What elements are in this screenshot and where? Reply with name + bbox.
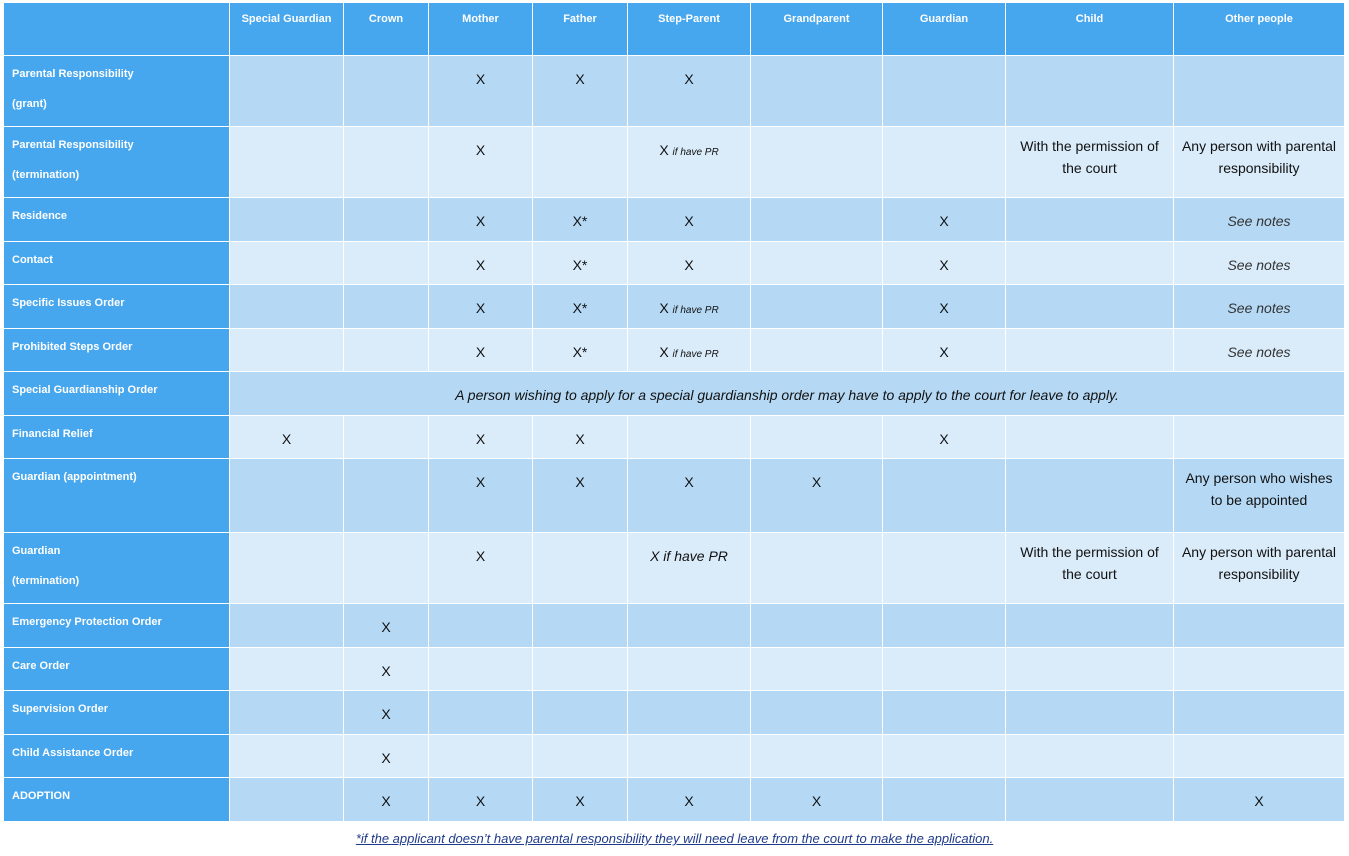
applicant-eligibility-table bbox=[4, 3, 1345, 822]
cell: X bbox=[429, 56, 533, 127]
cell bbox=[230, 56, 344, 127]
cell: X bbox=[628, 459, 751, 533]
cell bbox=[1006, 648, 1174, 691]
table-row bbox=[4, 778, 1345, 822]
cell: X bbox=[628, 778, 751, 822]
cell: Any person with parental responsibility bbox=[1174, 533, 1345, 604]
cell bbox=[429, 604, 533, 648]
cell: X bbox=[344, 691, 429, 735]
col-header-guardian: Guardian bbox=[883, 3, 1006, 56]
cell bbox=[344, 459, 429, 533]
cell: See notes bbox=[1174, 329, 1345, 372]
row-label: Supervision Order bbox=[4, 691, 230, 735]
cell: X bbox=[429, 242, 533, 285]
cell: X* bbox=[533, 198, 628, 242]
cell bbox=[883, 691, 1006, 735]
row-label: Residence bbox=[4, 198, 230, 242]
cell bbox=[751, 648, 883, 691]
cell bbox=[344, 242, 429, 285]
cell bbox=[230, 329, 344, 372]
cell bbox=[883, 459, 1006, 533]
cell: X bbox=[429, 127, 533, 198]
cell bbox=[230, 127, 344, 198]
cell bbox=[230, 604, 344, 648]
cell: Any person who wishes to be appointed bbox=[1174, 459, 1345, 533]
cell: X bbox=[344, 778, 429, 822]
cell bbox=[1174, 56, 1345, 127]
col-header-step-parent: Step-Parent bbox=[628, 3, 751, 56]
table-row bbox=[4, 285, 1345, 329]
table-row bbox=[4, 604, 1345, 648]
cell bbox=[883, 735, 1006, 778]
cell bbox=[751, 329, 883, 372]
cell bbox=[429, 735, 533, 778]
cell: Any person with parental responsibility bbox=[1174, 127, 1345, 198]
cell: X if have PR bbox=[628, 533, 751, 604]
cell bbox=[751, 127, 883, 198]
cell: X* bbox=[533, 242, 628, 285]
table-row bbox=[4, 459, 1345, 533]
table-row bbox=[4, 735, 1345, 778]
cell bbox=[230, 691, 344, 735]
cell bbox=[230, 735, 344, 778]
row-label: Prohibited Steps Order bbox=[4, 329, 230, 372]
cell: X* bbox=[533, 285, 628, 329]
cell bbox=[883, 778, 1006, 822]
cell bbox=[883, 56, 1006, 127]
cell bbox=[628, 604, 751, 648]
cell bbox=[429, 691, 533, 735]
cell: X bbox=[344, 604, 429, 648]
cell: X bbox=[628, 56, 751, 127]
cell bbox=[230, 459, 344, 533]
cell bbox=[344, 198, 429, 242]
cell bbox=[1174, 735, 1345, 778]
cell bbox=[628, 735, 751, 778]
condition-note: if have PR bbox=[672, 147, 719, 158]
cell bbox=[1006, 242, 1174, 285]
cell bbox=[230, 285, 344, 329]
row-label: Contact bbox=[4, 242, 230, 285]
row-label: Parental Responsibility (termination) bbox=[4, 127, 230, 198]
cell: X bbox=[883, 329, 1006, 372]
cell bbox=[533, 127, 628, 198]
table-row bbox=[4, 372, 1345, 416]
cell bbox=[1174, 604, 1345, 648]
row-label: Guardian (termination) bbox=[4, 533, 230, 604]
cell bbox=[230, 533, 344, 604]
cell bbox=[230, 648, 344, 691]
cell: X bbox=[429, 533, 533, 604]
cell: X if have PR bbox=[628, 127, 751, 198]
cell: With the permission of the court bbox=[1006, 533, 1174, 604]
cell bbox=[883, 127, 1006, 198]
cell bbox=[1006, 778, 1174, 822]
cell bbox=[344, 329, 429, 372]
cell: X bbox=[429, 459, 533, 533]
cell bbox=[230, 198, 344, 242]
footnote-link[interactable]: *if the applicant doesn’t have parental responsibility they will need leave from the court to make the application. bbox=[355, 831, 994, 846]
cell bbox=[533, 533, 628, 604]
cell bbox=[1174, 416, 1345, 459]
col-header-grandparent: Grandparent bbox=[751, 3, 883, 56]
cell bbox=[1006, 285, 1174, 329]
cell bbox=[883, 533, 1006, 604]
row-label: ADOPTION bbox=[4, 778, 230, 822]
cell bbox=[628, 648, 751, 691]
cell bbox=[1006, 56, 1174, 127]
cell bbox=[751, 285, 883, 329]
cell: X* bbox=[533, 329, 628, 372]
cell bbox=[344, 56, 429, 127]
cell bbox=[1006, 459, 1174, 533]
cell: X bbox=[429, 778, 533, 822]
cell: See notes bbox=[1174, 285, 1345, 329]
cell bbox=[1006, 604, 1174, 648]
row-label: Parental Responsibility (grant) bbox=[4, 56, 230, 127]
special-guardianship-note: A person wishing to apply for a special guardianship order may have to apply to the court for leave to apply. bbox=[230, 372, 1345, 416]
cell: X bbox=[883, 416, 1006, 459]
cell bbox=[344, 285, 429, 329]
cell bbox=[533, 735, 628, 778]
col-header-special-guardian: Special Guardian bbox=[230, 3, 344, 56]
cell bbox=[751, 691, 883, 735]
condition-note: if have PR bbox=[672, 349, 719, 360]
col-header-father: Father bbox=[533, 3, 628, 56]
cell: X bbox=[751, 778, 883, 822]
cell: X bbox=[429, 285, 533, 329]
cell bbox=[1006, 735, 1174, 778]
cell: X if have PR bbox=[628, 285, 751, 329]
cell: X bbox=[628, 242, 751, 285]
table-row bbox=[4, 329, 1345, 372]
row-label: Special Guardianship Order bbox=[4, 372, 230, 416]
cell bbox=[1006, 198, 1174, 242]
cell: X bbox=[533, 459, 628, 533]
cell bbox=[344, 127, 429, 198]
cell: X bbox=[429, 329, 533, 372]
cell: See notes bbox=[1174, 242, 1345, 285]
col-header-crown: Crown bbox=[344, 3, 429, 56]
cell bbox=[751, 56, 883, 127]
cell bbox=[429, 648, 533, 691]
cell: X if have PR bbox=[628, 329, 751, 372]
row-label: Guardian (appointment) bbox=[4, 459, 230, 533]
cell bbox=[533, 648, 628, 691]
cell: X bbox=[344, 735, 429, 778]
cell: X bbox=[1174, 778, 1345, 822]
cell bbox=[751, 242, 883, 285]
row-label: Child Assistance Order bbox=[4, 735, 230, 778]
cell bbox=[1006, 329, 1174, 372]
cell bbox=[751, 533, 883, 604]
cell bbox=[751, 735, 883, 778]
row-label: Emergency Protection Order bbox=[4, 604, 230, 648]
table-row bbox=[4, 533, 1345, 604]
table-row bbox=[4, 648, 1345, 691]
cell bbox=[883, 648, 1006, 691]
row-label: Financial Relief bbox=[4, 416, 230, 459]
table-row bbox=[4, 242, 1345, 285]
footnote bbox=[0, 831, 1349, 846]
condition-note: if have PR bbox=[672, 305, 719, 316]
cell: X bbox=[230, 416, 344, 459]
table-row bbox=[4, 691, 1345, 735]
cell: X bbox=[883, 198, 1006, 242]
cell: X bbox=[883, 242, 1006, 285]
col-header-child: Child bbox=[1006, 3, 1174, 56]
cell: X bbox=[429, 416, 533, 459]
cell bbox=[230, 242, 344, 285]
cell bbox=[1174, 648, 1345, 691]
cell bbox=[344, 416, 429, 459]
row-label: Specific Issues Order bbox=[4, 285, 230, 329]
cell: X bbox=[628, 198, 751, 242]
cell bbox=[628, 691, 751, 735]
table-row bbox=[4, 416, 1345, 459]
cell: X bbox=[429, 198, 533, 242]
cell: With the permission of the court bbox=[1006, 127, 1174, 198]
cell: See notes bbox=[1174, 198, 1345, 242]
table-row bbox=[4, 198, 1345, 242]
cell: X bbox=[751, 459, 883, 533]
cell bbox=[751, 198, 883, 242]
cell bbox=[883, 604, 1006, 648]
cell bbox=[628, 416, 751, 459]
cell: X bbox=[883, 285, 1006, 329]
cell bbox=[751, 604, 883, 648]
cell bbox=[230, 778, 344, 822]
cell bbox=[1006, 416, 1174, 459]
cell bbox=[1174, 691, 1345, 735]
cell: X bbox=[533, 778, 628, 822]
cell: X bbox=[533, 416, 628, 459]
cell bbox=[751, 416, 883, 459]
cell: X bbox=[344, 648, 429, 691]
col-header-mother: Mother bbox=[429, 3, 533, 56]
cell bbox=[1006, 691, 1174, 735]
header-row bbox=[4, 3, 1345, 56]
cell: X bbox=[533, 56, 628, 127]
cell bbox=[533, 604, 628, 648]
cell bbox=[533, 691, 628, 735]
table-row bbox=[4, 127, 1345, 198]
row-label: Care Order bbox=[4, 648, 230, 691]
header-corner bbox=[4, 3, 230, 56]
table-row bbox=[4, 56, 1345, 127]
col-header-other-people: Other people bbox=[1174, 3, 1345, 56]
cell bbox=[344, 533, 429, 604]
